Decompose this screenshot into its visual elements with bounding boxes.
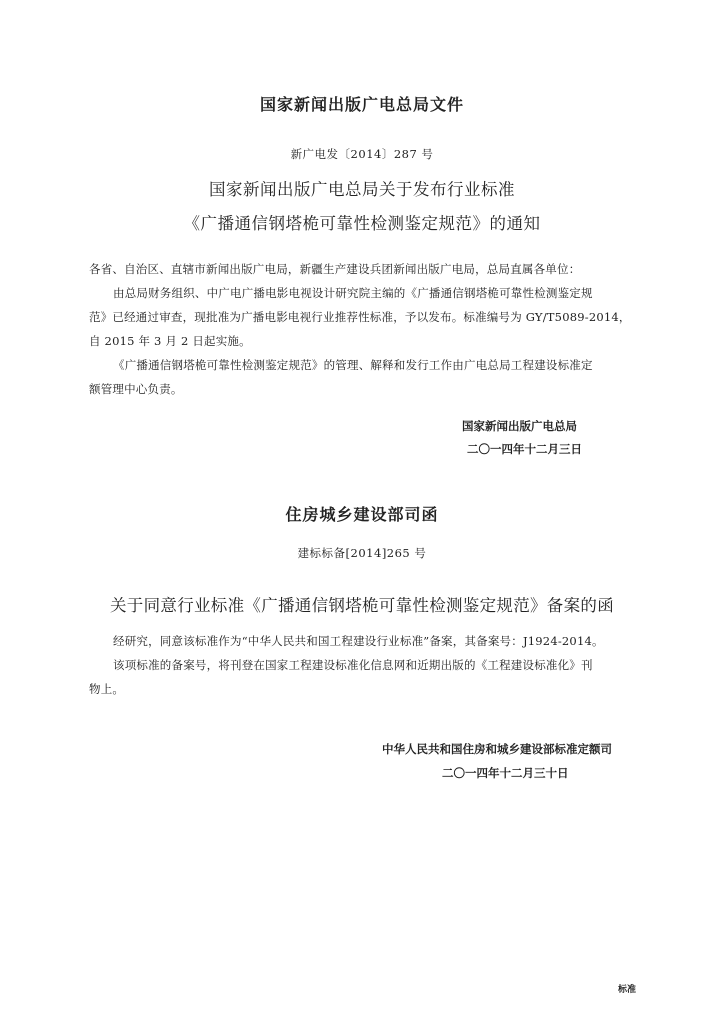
notice2-subtitle: 关于同意行业标准《广播通信钢塔桅可靠性检测鉴定规范》备案的函 (110, 596, 614, 615)
notice1-signature: 国家新闻出版广电总局 (462, 419, 577, 433)
notice2-body-line: 该项标准的备案号，将刊登在国家工程建设标准化信息网和近期出版的《工程建设标准化》刊 (113, 658, 593, 672)
notice1-doc-number: 新广电发〔2014〕287 号 (290, 147, 434, 161)
notice2-doc-number: 建标标备[2014]265 号 (297, 546, 427, 560)
notice2-body-line: 物上。 (89, 682, 125, 696)
notice2-title: 住房城乡建设部司函 (285, 505, 439, 524)
notice1-body-line: 由总局财务组织、中广电广播电影电视设计研究院主编的《广播通信钢塔桅可靠性检测鉴定规 (113, 286, 593, 300)
notice1-body-line: 范》已经通过审查，现批准为广播电影电视行业推荐性标准，予以发布。标准编号为 GY/T5089-2014， (89, 310, 631, 324)
notice1-title: 国家新闻出版广电总局文件 (259, 95, 464, 114)
notice1-date: 二〇一四年十二月三日 (467, 442, 582, 456)
notice2-signature: 中华人民共和国住房和城乡建设部标准定额司 (382, 742, 612, 756)
notice1-subtitle-line2: 《广播通信钢塔桅可靠性检测鉴定规范》的通知 (183, 214, 541, 233)
notice1-body-line: 额管理中心负责。 (89, 382, 183, 396)
notice1-body-line: 各省、自治区、直辖市新闻出版广电局，新疆生产建设兵团新闻出版广电局，总局直属各单位： (89, 262, 581, 276)
notice1-body-line: 《广播通信钢塔桅可靠性检测鉴定规范》的管理、解释和发行工作由广电总局工程建设标准定 (113, 358, 593, 372)
notice2-body-line: 经研究，同意该标准作为“中华人民共和国工程建设行业标准”备案，其备案号：J1924-2014。 (113, 634, 604, 648)
notice1-subtitle-line1: 国家新闻出版广电总局关于发布行业标准 (209, 180, 515, 199)
notice2-date: 二〇一四年十二月三十日 (442, 766, 569, 780)
footer-label: 标准 (618, 985, 637, 995)
notice1-body-line: 自 2015 年 3 月 2 日起实施。 (89, 334, 251, 348)
